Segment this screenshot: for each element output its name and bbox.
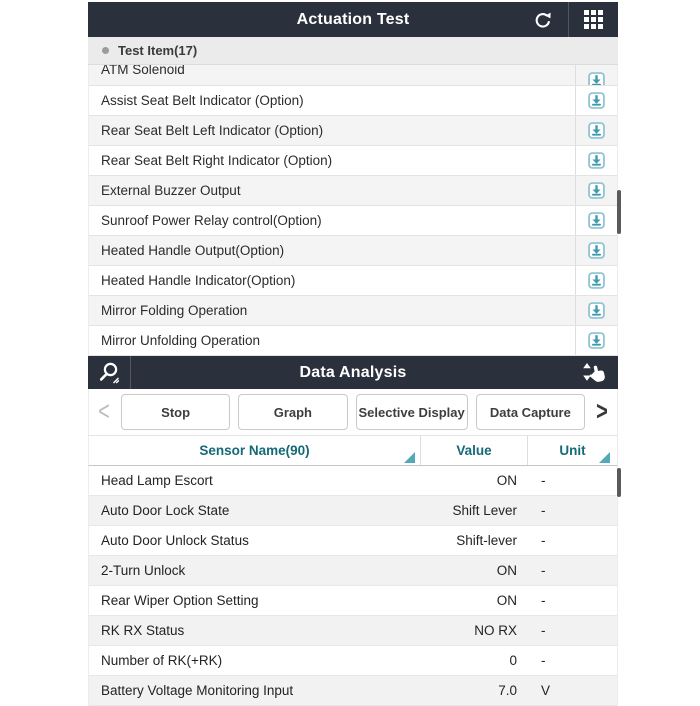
test-item-count-label: Test Item(17) xyxy=(118,43,198,58)
sensor-value: ON xyxy=(496,473,517,488)
unit-header-label: Unit xyxy=(559,443,586,458)
sensor-value: 7.0 xyxy=(498,683,517,698)
sensor-name: Head Lamp Escort xyxy=(101,473,213,488)
sensor-value: 0 xyxy=(509,653,517,668)
test-item-row[interactable] xyxy=(89,206,617,236)
prev-page-button[interactable]: < xyxy=(98,396,110,427)
sensor-name: Number of RK(+RK) xyxy=(101,653,223,668)
download-icon xyxy=(588,72,605,87)
sensor-unit: V xyxy=(541,683,551,698)
run-test-button[interactable] xyxy=(575,116,617,145)
sensor-unit: - xyxy=(541,503,546,518)
column-header-unit[interactable] xyxy=(527,436,617,465)
sensor-row[interactable] xyxy=(89,616,617,646)
download-icon xyxy=(588,152,605,169)
run-test-button[interactable] xyxy=(575,176,617,205)
sensor-row[interactable] xyxy=(89,496,617,526)
grid-icon xyxy=(584,10,603,29)
sensor-row[interactable] xyxy=(89,466,617,496)
sensor-row[interactable] xyxy=(89,526,617,556)
sensor-name: RK RX Status xyxy=(101,623,185,638)
run-test-button[interactable] xyxy=(575,146,617,175)
stop-button[interactable]: Stop xyxy=(121,394,230,430)
test-item-row[interactable] xyxy=(89,326,617,356)
actuation-test-header xyxy=(88,2,618,37)
sensor-name: Auto Door Lock State xyxy=(101,503,230,518)
test-item-label: Assist Seat Belt Indicator (Option) xyxy=(101,93,304,108)
sort-icon xyxy=(404,452,415,463)
sensor-name: Battery Voltage Monitoring Input xyxy=(101,683,294,698)
refresh-icon xyxy=(532,9,554,31)
test-item-row[interactable] xyxy=(89,86,617,116)
test-item-row[interactable] xyxy=(89,146,617,176)
scrollbar-thumb[interactable] xyxy=(617,468,621,497)
diagnostic-app xyxy=(88,0,618,706)
download-icon xyxy=(588,212,605,229)
actuation-title: Actuation Test xyxy=(296,10,410,28)
value-header-label: Value xyxy=(456,443,492,458)
sensor-name: 2-Turn Unlock xyxy=(101,563,186,578)
data-analysis-toolbar xyxy=(88,389,618,436)
data-analysis-title: Data Analysis xyxy=(299,363,407,381)
actuation-test-list xyxy=(88,65,618,356)
run-test-button[interactable] xyxy=(575,206,617,235)
sensor-unit: - xyxy=(541,473,546,488)
data-capture-button[interactable]: Data Capture xyxy=(476,394,585,430)
test-item-band xyxy=(88,37,618,65)
test-item-label: Rear Seat Belt Right Indicator (Option) xyxy=(101,153,333,168)
download-icon xyxy=(588,122,605,139)
test-item-row[interactable] xyxy=(89,65,617,86)
scrollbar-thumb[interactable] xyxy=(617,190,621,234)
sensor-name: Rear Wiper Option Setting xyxy=(101,593,259,608)
sensor-unit: - xyxy=(541,533,546,548)
refresh-button[interactable] xyxy=(518,2,568,37)
apps-grid-button[interactable] xyxy=(568,2,618,37)
hand-drag-icon xyxy=(580,360,606,386)
sensor-table-body xyxy=(88,466,618,706)
download-icon xyxy=(588,242,605,259)
sensor-unit: - xyxy=(541,653,546,668)
run-test-button[interactable] xyxy=(575,86,617,115)
sensor-unit: - xyxy=(541,563,546,578)
data-analysis-header xyxy=(88,356,618,389)
column-header-value[interactable] xyxy=(420,436,527,465)
column-header-sensor-name[interactable] xyxy=(89,436,420,465)
test-item-label: Heated Handle Output(Option) xyxy=(101,243,285,258)
sensor-value: NO RX xyxy=(474,623,517,638)
run-test-button[interactable] xyxy=(575,326,617,355)
sensor-value: Shift Lever xyxy=(452,503,517,518)
selective-display-button[interactable]: Selective Display xyxy=(356,394,468,430)
test-item-label: Sunroof Power Relay control(Option) xyxy=(101,213,322,228)
test-item-label: Heated Handle Indicator(Option) xyxy=(101,273,296,288)
download-icon xyxy=(588,302,605,319)
sensor-row[interactable] xyxy=(89,646,617,676)
sensor-value: ON xyxy=(496,563,517,578)
test-item-row[interactable] xyxy=(89,116,617,146)
run-test-button[interactable] xyxy=(575,236,617,265)
sensor-value: ON xyxy=(496,593,517,608)
header-right-actions xyxy=(568,356,618,389)
download-icon xyxy=(588,182,605,199)
download-icon xyxy=(588,332,605,349)
graph-button[interactable]: Graph xyxy=(238,394,347,430)
test-item-label: Mirror Folding Operation xyxy=(101,303,248,318)
test-item-row[interactable] xyxy=(89,266,617,296)
run-test-button[interactable] xyxy=(575,65,617,86)
sensor-table-header xyxy=(88,436,618,466)
sensor-row[interactable] xyxy=(89,676,617,706)
sort-icon xyxy=(599,452,610,463)
sensor-name-header-label: Sensor Name(90) xyxy=(199,443,310,458)
next-page-button[interactable]: > xyxy=(596,396,608,427)
test-item-row[interactable] xyxy=(89,176,617,206)
sensor-name: Auto Door Unlock Status xyxy=(101,533,249,548)
run-test-button[interactable] xyxy=(575,266,617,295)
test-item-label: External Buzzer Output xyxy=(101,183,241,198)
sensor-value: Shift-lever xyxy=(456,533,517,548)
sensor-unit: - xyxy=(541,593,546,608)
drag-scroll-button[interactable] xyxy=(568,356,618,389)
header-actions xyxy=(518,2,618,37)
sensor-row[interactable] xyxy=(89,556,617,586)
test-item-label: ATM Solenoid xyxy=(101,65,185,77)
test-item-row[interactable] xyxy=(89,236,617,266)
test-item-row[interactable] xyxy=(89,296,617,326)
sensor-unit: - xyxy=(541,623,546,638)
download-icon xyxy=(588,92,605,109)
test-item-label: Rear Seat Belt Left Indicator (Option) xyxy=(101,123,324,138)
download-icon xyxy=(588,272,605,289)
sensor-row[interactable] xyxy=(89,586,617,616)
run-test-button[interactable] xyxy=(575,296,617,325)
test-item-label: Mirror Unfolding Operation xyxy=(101,333,261,348)
bullet-icon xyxy=(102,47,109,54)
